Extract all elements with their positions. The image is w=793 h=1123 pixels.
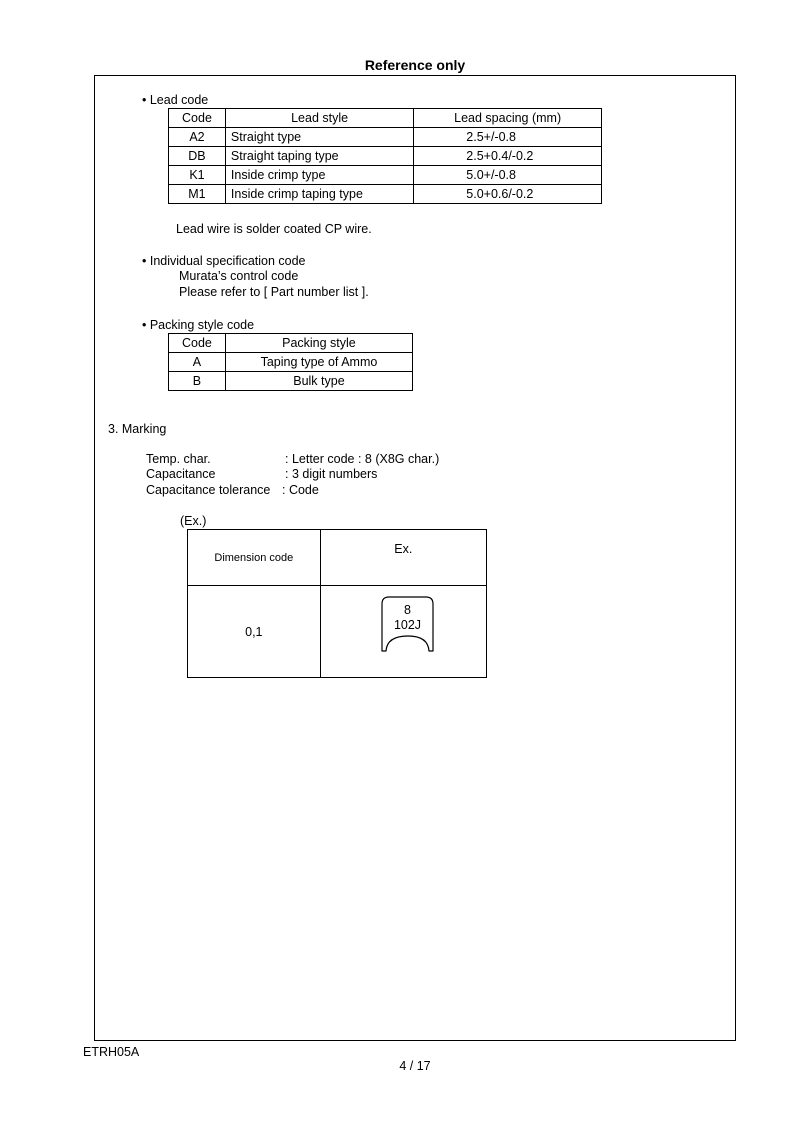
chip-marking-line2: 102J — [393, 618, 422, 632]
individual-spec-line2: Please refer to [ Part number list ]. — [179, 285, 369, 299]
example-header: Ex. — [320, 530, 486, 586]
individual-spec-heading: • Individual specification code — [142, 254, 306, 268]
table-cell: 2.5+0.4/-0.2 — [414, 147, 602, 166]
table-cell: B — [169, 372, 226, 391]
table-cell: Inside crimp taping type — [225, 185, 413, 204]
packing-heading: • Packing style code — [142, 318, 255, 332]
table-cell: Inside crimp type — [225, 166, 413, 185]
table-row — [169, 147, 602, 166]
table-header-row — [169, 334, 413, 353]
marking-label: Capacitance tolerance — [146, 483, 271, 497]
table-cell: M1 — [169, 185, 226, 204]
table-row — [169, 128, 602, 147]
table-row — [188, 586, 487, 678]
table-row — [169, 372, 413, 391]
marking-value: : Code — [282, 483, 319, 497]
table-cell: 2.5+/-0.8 — [414, 128, 602, 147]
marking-value: : Letter code : 8 (X8G char.) — [285, 452, 440, 466]
table-cell: 5.0+/-0.8 — [414, 166, 602, 185]
dimension-code-header: Dimension code — [188, 530, 321, 586]
table-cell: K1 — [169, 166, 226, 185]
page-number: 4 / 17 — [399, 1059, 431, 1073]
table-header-row — [188, 530, 487, 586]
table-row — [169, 353, 413, 372]
table-header-cell: Code — [169, 109, 226, 128]
document-code: ETRH05A — [83, 1045, 140, 1059]
table-cell: A2 — [169, 128, 226, 147]
table-cell: Bulk type — [225, 372, 412, 391]
table-header-cell: Lead style — [225, 109, 413, 128]
lead-wire-note: Lead wire is solder coated CP wire. — [176, 222, 372, 236]
marking-example-table — [187, 529, 487, 678]
marking-heading: 3. Marking — [108, 422, 167, 436]
table-cell: DB — [169, 147, 226, 166]
example-label: (Ex.) — [180, 514, 207, 528]
marking-value: : 3 digit numbers — [285, 467, 378, 481]
table-header-row — [169, 109, 602, 128]
table-cell: Taping type of Ammo — [225, 353, 412, 372]
table-cell: 5.0+0.6/-0.2 — [414, 185, 602, 204]
lead-code-table — [168, 108, 602, 204]
table-cell: Straight type — [225, 128, 413, 147]
table-header-cell: Lead spacing (mm) — [414, 109, 602, 128]
table-row — [169, 166, 602, 185]
table-header-cell: Packing style — [225, 334, 412, 353]
marking-label: Capacitance — [146, 467, 216, 481]
lead-code-heading: • Lead code — [142, 93, 209, 107]
dimension-code-value: 0,1 — [188, 586, 321, 678]
table-header-cell: Code — [169, 334, 226, 353]
page-header: Reference only — [364, 57, 466, 73]
table-cell: A — [169, 353, 226, 372]
table-cell: Straight taping type — [225, 147, 413, 166]
packing-table — [168, 333, 413, 391]
individual-spec-line1: Murata’s control code — [179, 269, 299, 283]
chip-marking-line1: 8 — [404, 603, 411, 617]
table-row — [169, 185, 602, 204]
marking-label: Temp. char. — [146, 452, 211, 466]
